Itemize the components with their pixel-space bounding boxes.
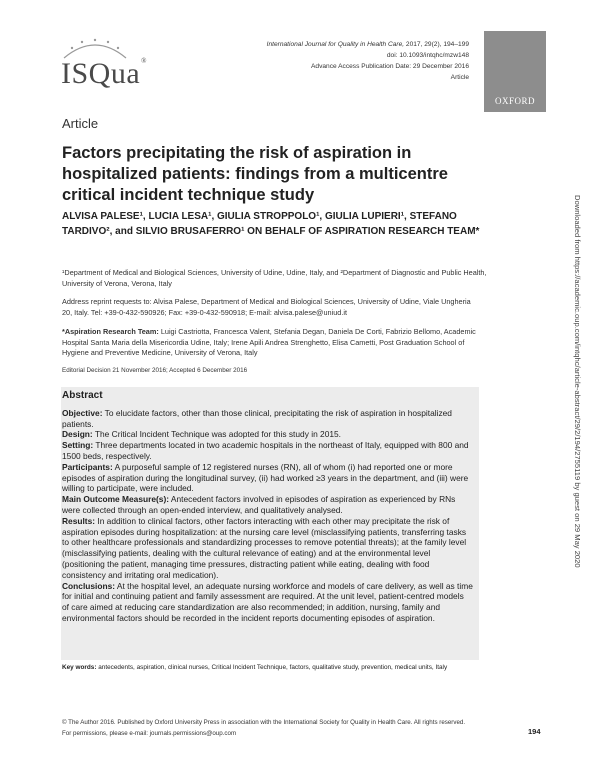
article-type: Article — [450, 74, 469, 81]
page-title: Factors precipitating the risk of aspiration in hospitalized patients: findings from a multicentre critical incident technique study — [62, 144, 448, 204]
permissions[interactable]: For permissions, please e-mail: journals.permissions@oup.com — [62, 730, 237, 737]
abstract-design: Design: The Critical Incident Technique was adopted for this study in 2015. — [62, 429, 342, 440]
advance-access: Advance Access Publication Date: 29 December 2016 — [311, 63, 469, 70]
research-team — [62, 327, 482, 359]
abstract-setting: Setting: Three departments located in two academic hospitals in the northeast of Italy, equipped with 800 and 1500 beds, respectively. — [62, 440, 469, 461]
footer — [62, 717, 482, 739]
keywords-list: antecedents, aspiration, clinical nurses, Critical Incident Technique, factors, qualitative study, prevention, medical units, Italy — [96, 664, 448, 671]
isqua-logo — [61, 57, 147, 91]
oxford-badge — [484, 31, 546, 112]
abstract-results: Results: In addition to clinical factors, other factors interacting with each other may precipitate the risk of aspiration episodes during hospitalization: at the nursing care level (misclassifying patients, transferring tasks to other healthcare professionals and standardizing processes to remove potential threats); at the family level (misclassifying patients, dealing with the cultural relevance of eating) and at the environmental level (positioning the patient, managing time pressures, distracting patient while eating, dealing with food consistency and irritating oral medication). — [62, 515, 467, 580]
journal-name: International Journal for Quality in Health Care, — [266, 41, 405, 48]
author-list: ALVISA PALESE¹, LUCIA LESA¹, GIULIA STROPPOLO¹, GIULIA LUPIERI¹, STEFANO TARDIVO², and SILVIO BRUSAFERRO¹ ON BEHALF OF ASPIRATION RESEARCH TEAM* — [62, 211, 480, 237]
page-number: 194 — [528, 727, 541, 736]
journal-issue: 2017, 29(2), 194–199 — [404, 41, 469, 48]
abstract-outcome: Main Outcome Measure(s): Antecedent factors involved in episodes of aspiration as experienced by RNs were collected through an open-ended interview, and qualitatively analysed. — [62, 494, 456, 515]
abstract-participants: Participants: A purposeful sample of 12 registered nurses (RN), all of whom (i) had reported one or more episodes of aspiration during the longitudinal survey, (ii) had worked ≥3 years in the department, and (iii) were willing to participate, were included. — [62, 461, 469, 494]
copyright: © The Author 2016. Published by Oxford University Press in association with the International Society for Quality in Health Care. All rights reserved. — [62, 719, 466, 726]
team-label: *Aspiration Research Team: — [62, 327, 159, 336]
keywords-label: Key words: — [62, 664, 97, 671]
oxford-label: OXFORD — [494, 96, 535, 106]
doi[interactable]: doi: 10.1093/intqhc/mzw148 — [386, 52, 469, 59]
editorial-dates: Editorial Decision 21 November 2016; Accepted 6 December 2016 — [62, 367, 248, 374]
abstract-conclusions: Conclusions: At the hospital level, an adequate nursing workforce and models of care delivery, as well as time for initial and continuing patient and family assessment are required. At the unit level, patient-centred models of care aimed at reducing care standardization are also recommended; in addition, nursing, family and environmental factors should be recorded in the incident reports documenting episodes of aspiration. — [62, 580, 473, 623]
abstract-heading: Abstract — [62, 390, 103, 401]
article-label: Article — [62, 116, 99, 131]
keywords — [62, 663, 474, 673]
logo-registered: ® — [141, 57, 147, 65]
journal-info — [267, 39, 469, 83]
logo-text: ISQua — [61, 57, 141, 90]
download-watermark: Downloaded from https://academic.oup.com/intqhc/article-abstract/29/2/194/2755119 by guest on 29 May 2020 — [573, 195, 582, 568]
reprint-address: Address reprint requests to: Alvisa Palese, Department of Medical and Biological Sciences, University of Udine, Viale Ungheria 20, Italy. Tel: +39-0-432-590926; Fax: +39-0-432-590918; E-mail: alvisa.palese@uniud.it — [62, 297, 471, 317]
affiliations: ¹Department of Medical and Biological Sciences, University of Udine, Udine, Italy, and ²Department of Diagnostic and Public Health, University of Verona, Verona, Italy — [62, 268, 487, 288]
abstract — [62, 391, 473, 624]
team-members: Luigi Castriotta, Francesca Valent, Stefania Degan, Daniela De Corti, Fabrizio Bellomo, Academic Hospital Santa Maria della Misericordia Udine, Italy; Irene Apili Andrea Strenghetto, Elisa Cametti, Post Graduation School of Hygiene and Preventive Medicine, University of Verona, Italy — [62, 327, 476, 357]
abstract-objective: Objective: To elucidate factors, other than those clinical, precipitating the risk of aspiration in hospitalized patients. — [62, 407, 452, 429]
